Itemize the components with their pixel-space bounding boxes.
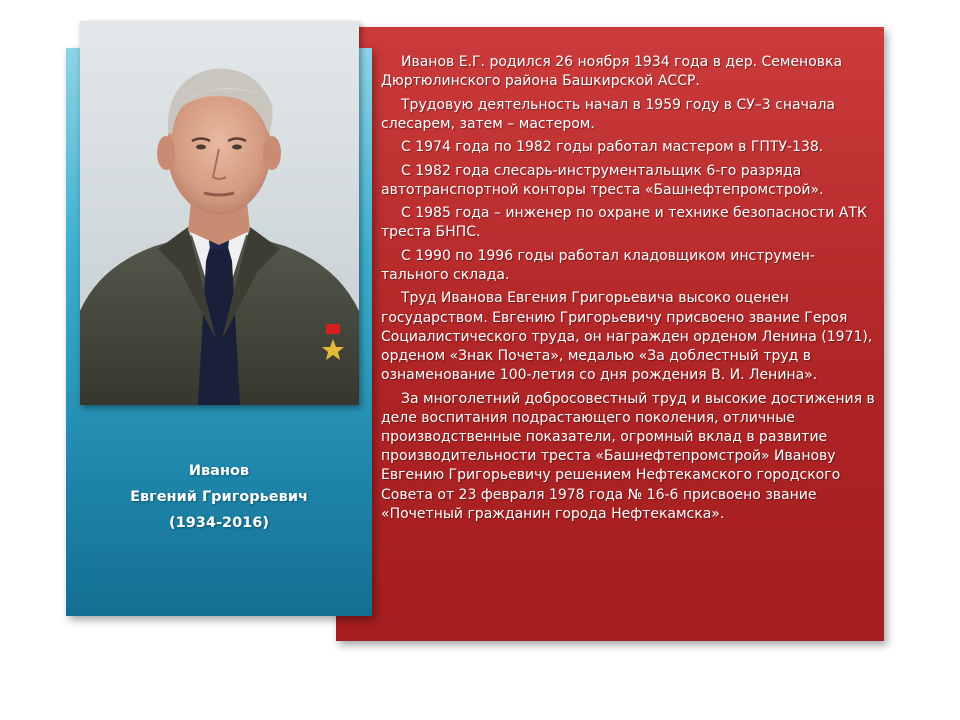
bio-paragraph: С 1982 года слесарь-инструментальщик 6-го разряда автотранспортной конторы треста «Башнефтепромстрой». [381,162,824,198]
person-surname: Иванов [188,463,250,479]
person-caption [66,458,372,536]
bio-paragraph: С 1985 года – инженер по охране и технике безопасности АТК треста БНПС. [381,205,867,241]
person-years: (1934-2016) [169,515,269,531]
bio-paragraph: Иванов Е.Г. родился 26 ноября 1934 года в дер. Семеновка Дюртюлинского района Башкирской АССР. [381,54,843,90]
bio-paragraph: С 1990 по 1996 годы работал кладовщиком инструмен-тального склада. [381,247,815,283]
person-given-names: Евгений Григорьевич [130,489,308,505]
bio-paragraph: Труд Иванова Евгения Григорьевича высоко оценен государством. Евгению Григорьевичу присвоено звание Героя Социалистического труда, он награжден орденом Ленина (1971), орденом «Знак Почета», медалью «За доблестный труд в ознаменование 100-летия со дня рождения В. И. Ленина». [381,290,873,384]
bio-paragraph: Трудовую деятельность начал в 1959 году в СУ–3 сначала слесарем, затем – мастером. [381,96,835,132]
bio-paragraph: С 1974 года по 1982 годы работал мастером в ГПТУ-138. [401,139,824,156]
biography-text [381,53,875,528]
portrait-photo [80,21,359,405]
bio-paragraph: За многолетний добросовестный труд и высокие достижения в деле воспитания подрастающего поколения, отличные производственные показатели, огромный вклад в развитие производительности треста «Башнефтепромстрой» Иванову Евгению Григорьевичу решением Нефтекамского городского Совета от 23 февраля 1978 года № 16-6 присвоено звание «Почетный гражданин города Нефтекамска». [381,390,875,522]
